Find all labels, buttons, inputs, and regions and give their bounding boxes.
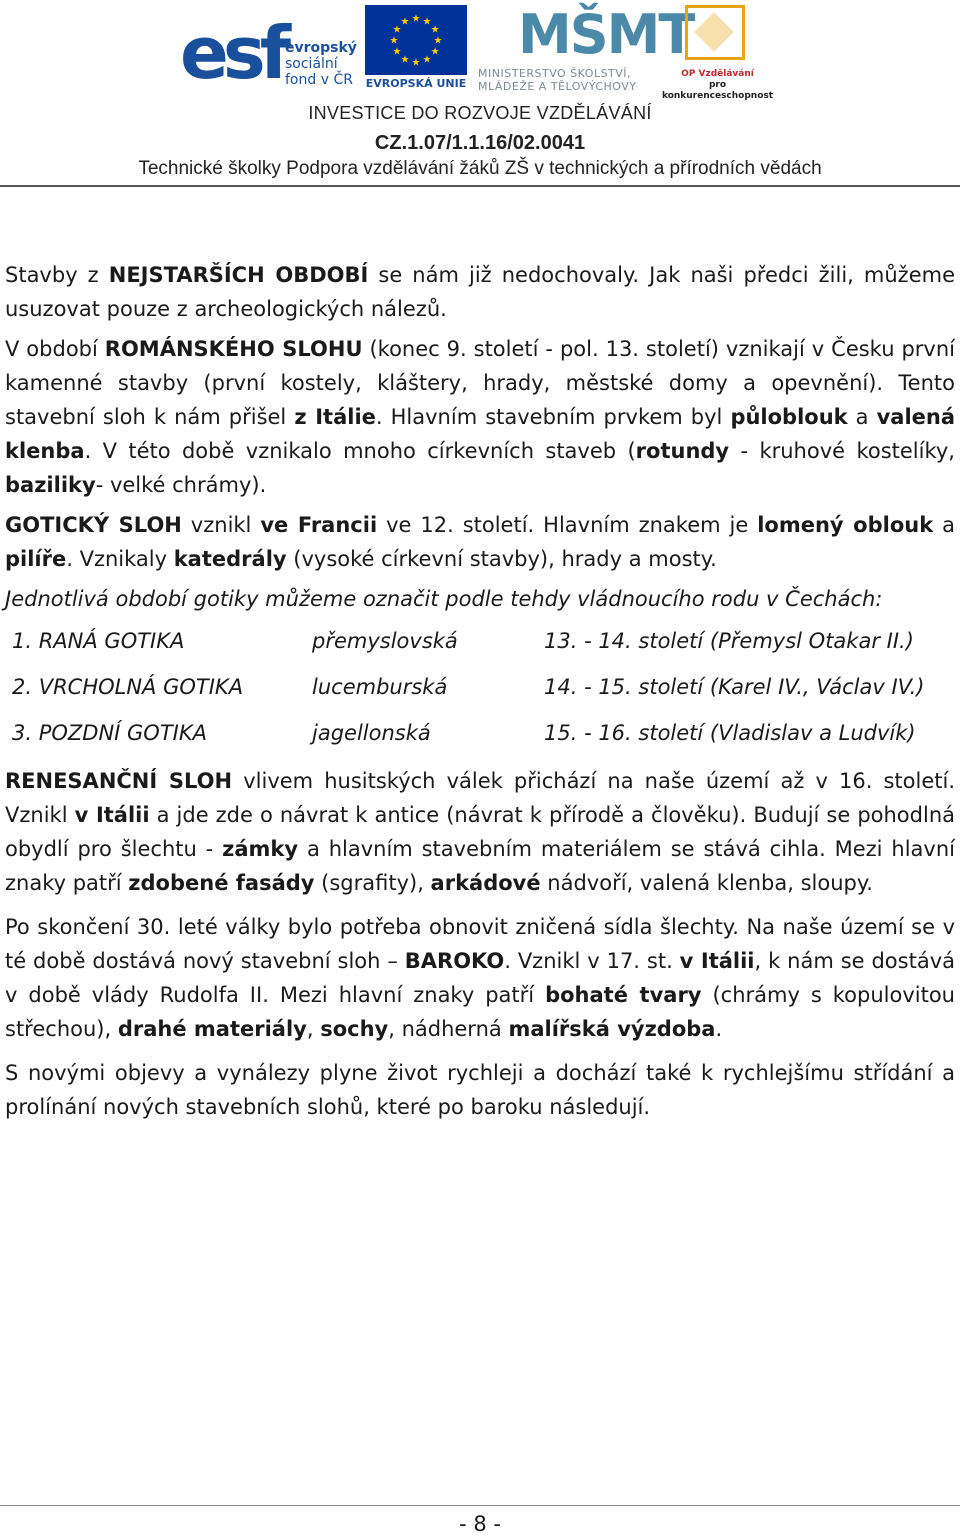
eu-star-icon: ★ xyxy=(400,54,410,66)
eu-logo-label: EVROPSKÁ UNIE xyxy=(365,77,467,90)
text-run: nádvoří, valená klenba, sloupy. xyxy=(540,871,873,895)
text-run: , nádherná xyxy=(388,1017,509,1041)
gothic-period-row xyxy=(5,626,955,672)
eu-star-icon: ★ xyxy=(411,57,421,69)
text-run: Stavby z xyxy=(5,263,109,287)
text-run: S novými objevy a vynálezy plyne život rychleji a dochází také k rychlejšímu střídání a prolínání nových stavebních slohů, které po baroku následují. xyxy=(5,1061,955,1119)
eu-star-icon: ★ xyxy=(389,35,399,47)
eu-star-icon: ★ xyxy=(430,46,440,58)
text-run: vznikl xyxy=(181,513,261,537)
msmt-logo-text xyxy=(478,67,658,93)
paragraph-baroque xyxy=(5,910,955,1046)
investice-banner: INVESTICE DO ROZVOJE VZDĚLÁVÁNÍ xyxy=(308,103,652,123)
bold-term: drahé materiály xyxy=(117,1017,307,1041)
bold-term: baziliky xyxy=(5,473,96,497)
project-subtitle: Technické školky Podpora vzdělávání žáků ZŠ v technických a přírodních vědách xyxy=(138,158,822,179)
text-run: V období xyxy=(5,337,105,361)
gothic-periods-table xyxy=(5,626,955,764)
msmt-logo-mark: MŠMT xyxy=(518,3,694,66)
bold-term: malířská výzdoba xyxy=(508,1017,716,1041)
text-run: (sgrafity), xyxy=(314,871,431,895)
period-name: 2. VRCHOLNÁ GOTIKA xyxy=(12,675,244,699)
paragraph-renaissance xyxy=(5,764,955,900)
bold-term: BAROKO xyxy=(404,949,505,973)
bold-term: katedrály xyxy=(173,547,287,571)
text-run: . Hlavním stavebním prvkem byl xyxy=(375,405,731,429)
eu-star-icon: ★ xyxy=(422,54,432,66)
msmt-line-1: MINISTERSTVO ŠKOLSTVÍ, xyxy=(478,67,632,80)
bold-term: v Itálii xyxy=(679,949,755,973)
bold-term: ROMÁNSKÉHO SLOHU xyxy=(104,337,363,361)
text-run: , k nám se dostává v době vlády Rudolfa II. Mezi hlavní znaky patří xyxy=(5,949,955,1007)
paragraph-gothic xyxy=(5,508,955,576)
bold-term: lomený oblouk xyxy=(757,513,934,537)
paragraph-oldest xyxy=(5,258,955,326)
paragraph-conclusion xyxy=(5,1056,955,1124)
period-century: 14. - 15. století (Karel IV., Václav IV.) xyxy=(544,675,925,699)
bold-term: zámky xyxy=(222,837,299,861)
gothic-intro: Jednotlivá období gotiky můžeme označit podle tehdy vládnoucího rodu v Čechách: xyxy=(5,587,883,611)
bold-term: z Itálie xyxy=(294,405,376,429)
esf-logo-letters: esf xyxy=(180,11,286,95)
bold-term: v Itálii xyxy=(74,803,150,827)
bold-term: sochy xyxy=(320,1017,389,1041)
text-run: - velké chrámy). xyxy=(95,473,267,497)
period-house: jagellonská xyxy=(312,721,431,745)
bold-term: rotundy xyxy=(635,439,730,463)
page-number: - 8 - xyxy=(459,1512,501,1536)
period-house: lucemburská xyxy=(312,675,448,699)
bold-term: RENESANČNÍ SLOH xyxy=(5,769,233,793)
text-run: (vysoké církevní stavby), hrady a mosty. xyxy=(286,547,717,571)
text-run: . Vznikl v 17. st. xyxy=(504,949,680,973)
gothic-period-row xyxy=(5,672,955,718)
eu-star-icon: ★ xyxy=(392,46,402,58)
text-run: - kruhové kostelíky, xyxy=(729,439,955,463)
eu-star-icon: ★ xyxy=(400,16,410,28)
gothic-period-row xyxy=(5,718,955,764)
text-run: Po skončení 30. leté války bylo potřeba obnovit zničená sídla šlechty. Na naše území se v té době dostává nový stavební sloh – xyxy=(5,915,955,973)
text-run: a xyxy=(933,513,955,537)
text-run: , xyxy=(306,1017,321,1041)
text-run: ve 12. století. Hlavním znakem je xyxy=(377,513,758,537)
bold-term: pilíře xyxy=(5,547,67,571)
eu-flag-icon xyxy=(365,5,467,75)
bold-term: arkádové xyxy=(430,871,541,895)
header-divider xyxy=(0,185,960,187)
msmt-line-2: MLÁDEŽE A TĚLOVÝCHOVY xyxy=(478,80,637,93)
op-logo-text xyxy=(660,69,775,102)
period-century: 13. - 14. století (Přemysl Otakar II.) xyxy=(544,629,914,653)
bold-term: valená klenba xyxy=(5,405,956,463)
period-century: 15. - 16. století (Vladislav a Ludvík) xyxy=(544,721,916,745)
text-run: a jde zde o návrat k antice (návrat k přírodě a člověku). Budují se pohodlná obydlí pro šlechtu - xyxy=(5,803,955,861)
text-run: a hlavním stavebním materiálem se stává cihla. Mezi hlavní znaky patří xyxy=(5,837,955,895)
text-run: (chrámy s kopulovitou střechou), xyxy=(5,983,955,1041)
text-run: . Vznikaly xyxy=(66,547,174,571)
op-logo-icon xyxy=(685,5,745,60)
bold-term: NEJSTARŠÍCH OBDOBÍ xyxy=(108,263,369,287)
footer-divider xyxy=(0,1505,960,1506)
op-line-1: OP Vzdělávání xyxy=(681,69,754,79)
bold-term: půloblouk xyxy=(730,405,848,429)
bold-term: zdobené fasády xyxy=(128,871,315,895)
esf-logo-text xyxy=(285,40,357,88)
msmt-logo xyxy=(478,3,694,105)
period-house: přemyslovská xyxy=(312,629,458,653)
paragraph-romanesque xyxy=(5,332,955,502)
text-run: . xyxy=(715,1017,723,1041)
bold-term: GOTICKÝ SLOH xyxy=(5,513,182,537)
eu-star-icon: ★ xyxy=(411,13,421,25)
eu-star-icon: ★ xyxy=(422,16,432,28)
eu-star-icon: ★ xyxy=(430,24,440,36)
project-code: CZ.1.07/1.1.16/02.0041 xyxy=(374,132,586,154)
eu-star-icon: ★ xyxy=(433,35,443,47)
text-run: vlivem husitských válek přichází na naše území až v 16. století. Vznikl xyxy=(5,769,956,827)
op-vzdelavani-logo xyxy=(660,5,775,101)
esf-line-3: fond v ČR xyxy=(285,72,353,88)
bold-term: ve Francii xyxy=(260,513,378,537)
text-run: a xyxy=(847,405,877,429)
period-name: 3. POZDNÍ GOTIKA xyxy=(12,721,207,745)
esf-line-2: sociální xyxy=(285,56,338,72)
text-run: (konec 9. století - pol. 13. století) vznikají v Česku první kamenné stavby (první kostely, kláštery, hrady, městské domy a opevnění). Tento stavební sloh k nám přišel xyxy=(5,337,955,429)
esf-line-1: evropský xyxy=(285,40,357,56)
document-body xyxy=(5,258,955,1124)
esf-logo xyxy=(180,8,355,98)
bold-term: bohaté tvary xyxy=(545,983,702,1007)
period-name: 1. RANÁ GOTIKA xyxy=(12,629,185,653)
text-run: . V této době vznikalo mnoho církevních staveb ( xyxy=(84,439,636,463)
eu-logo xyxy=(365,5,467,95)
text-run: se nám již nedochovaly. Jak naši předci žili, můžeme usuzovat pouze z archeologických nálezů. xyxy=(5,263,955,321)
op-line-2: pro konkurenceschopnost xyxy=(661,80,774,101)
eu-star-icon: ★ xyxy=(392,24,402,36)
